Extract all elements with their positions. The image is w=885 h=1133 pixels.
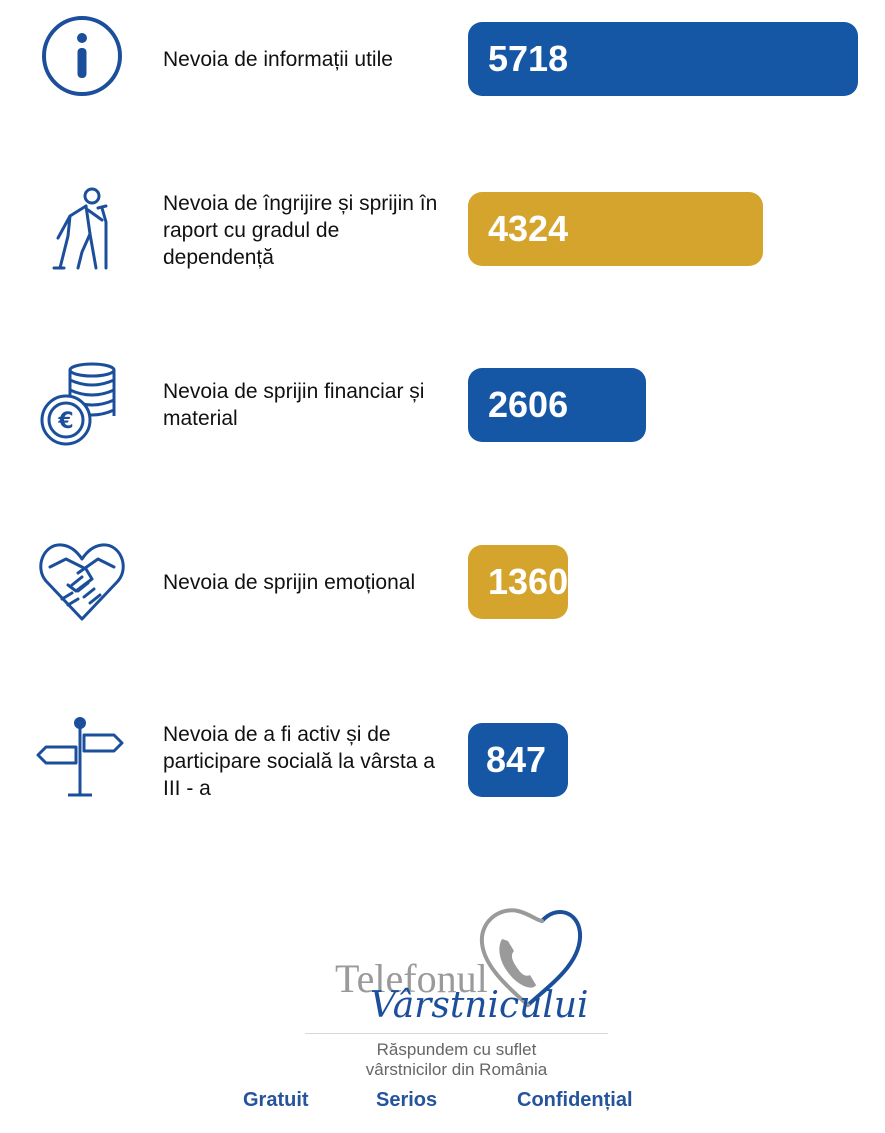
euro-coins-icon bbox=[36, 362, 128, 454]
logo-text-telefonul: Telefonul bbox=[335, 956, 488, 1001]
category-label: Nevoia de a fi activ și de participare socială la vârsta a III - a bbox=[163, 722, 435, 800]
value-gratuit: Gratuit bbox=[243, 1089, 309, 1111]
bar bbox=[468, 545, 568, 619]
logo-divider bbox=[305, 1033, 608, 1034]
bar-value-label: 2606 bbox=[488, 384, 569, 425]
tagline-line-2: vârstnicilor din România bbox=[365, 1060, 548, 1079]
elderly-walking-cane-icon bbox=[36, 186, 128, 278]
bar-value-label: 4324 bbox=[488, 208, 569, 249]
bar bbox=[468, 723, 568, 797]
category-label: Nevoia de sprijin emoțional bbox=[163, 570, 416, 594]
category-label: Nevoia de îngrijire și sprijin în raport cu gradul de dependență bbox=[163, 191, 438, 269]
tagline-line-1: Răspundem cu suflet bbox=[376, 1040, 537, 1059]
bar-value-label: 5718 bbox=[488, 38, 569, 79]
bar-value-label: 847 bbox=[486, 739, 547, 780]
category-label: Nevoia de informații utile bbox=[163, 47, 393, 71]
bar bbox=[468, 368, 646, 442]
logo-text-varstnicului: Vârstnicului bbox=[370, 985, 589, 1026]
value-confidential: Confidențial bbox=[517, 1089, 633, 1111]
info-icon bbox=[36, 14, 128, 106]
value-serios: Serios bbox=[376, 1089, 438, 1111]
bar-value-label: 1360 bbox=[488, 561, 569, 602]
tagline bbox=[305, 1040, 608, 1080]
bar bbox=[468, 22, 858, 96]
signpost-icon bbox=[36, 717, 128, 809]
heart-hands-icon bbox=[36, 537, 128, 629]
bar bbox=[468, 192, 763, 266]
category-label: Nevoia de sprijin financiar și material bbox=[163, 380, 425, 430]
svg-text:€: € bbox=[58, 409, 74, 434]
